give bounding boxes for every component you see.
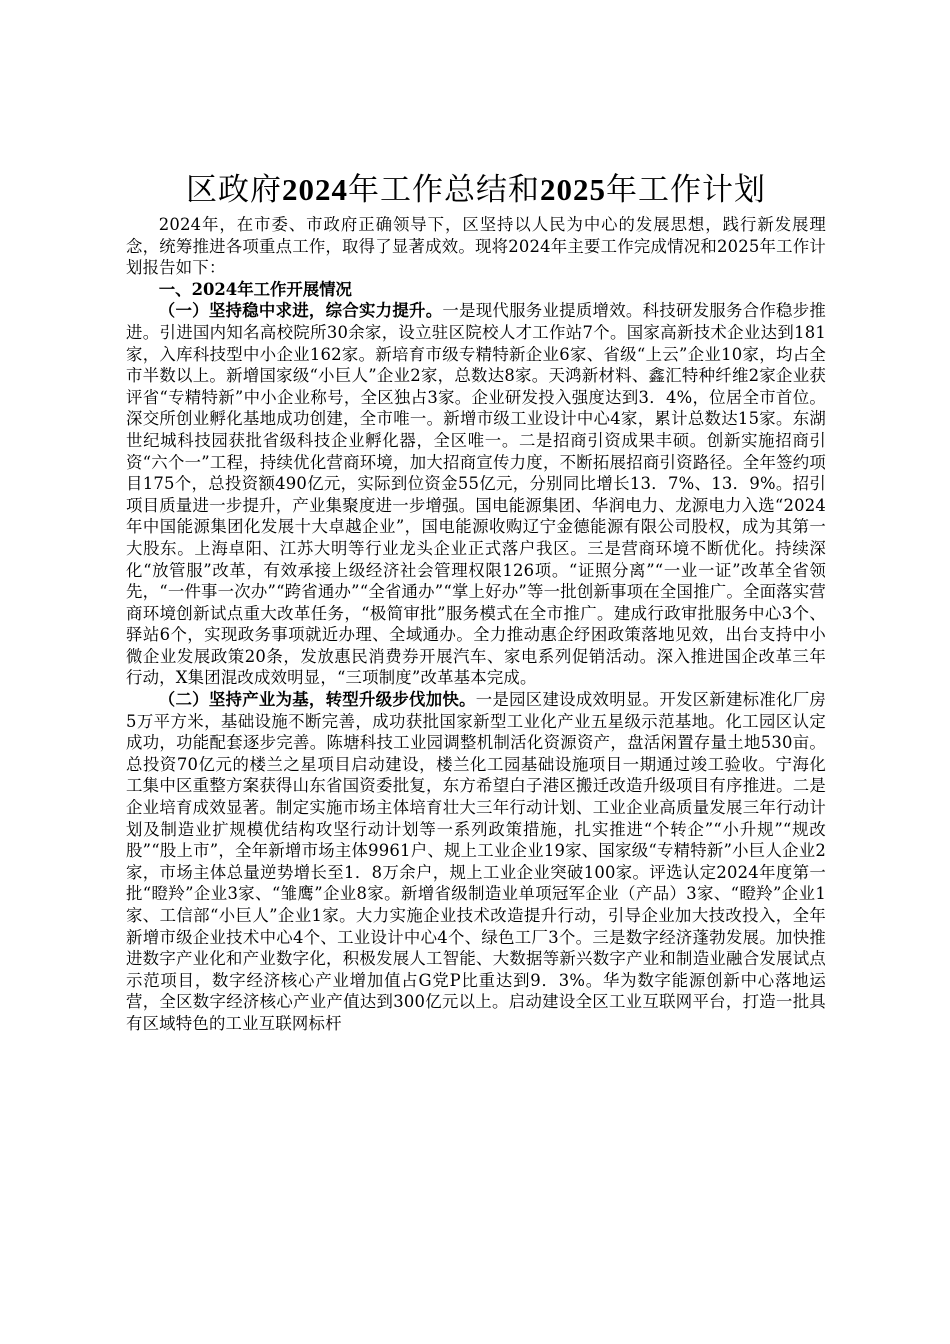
subsection-1-lead: （一）坚持稳中求进，综合实力提升。 <box>158 301 443 321</box>
title-prefix: 区政府 <box>186 172 282 208</box>
intro-paragraph: 2024年，在市委、市政府正确领导下，区坚持以人民为中心的发展思想，践行新发展理念，统筹推进各项重点工作，取得了显著成效。现将2024年主要工作完成情况和2025年工作计划报告如下： <box>126 215 826 278</box>
title-suffix: 年工作计划 <box>606 172 766 208</box>
subsection-1-body: 一是现代服务业提质增效。科技研发服务合作稳步推进。引进国内知名高校院所30余家，设立驻区院校人才工作站7个。国家高新技术企业达到181家，入库科技型中小企业162家。新培育市级专精特新企业6家、省级“上云”企业10家，均占全市半数以上。新增国家级“小巨人”企业2家，总数达8家。天鸿新材料、鑫汇特种纤维2家企业获评省“专精特新”中小企业称号，全区独占3家。企业研发投入强度达到3．4%，位居全市首位。深交所创业孵化基地成功创建，全市唯一。新增市级工业设计中心4家，累计总数达15家。东湖世纪城科技园获批省级科技企业孵化器，全区唯一。二是招商引资成果丰硕。创新实施招商引资“六个一”工程，持续优化营商环境，加大招商宣传力度，不断拓展招商引资路径。全年签约项目175个，总投资额490亿元，实际到位资金55亿元，分别同比增长13．7%、13．9%。招引项目质量进一步提升，产业集聚度进一步增强。国电能源集团、华润电力、龙源电力入选“2024年中国能源集团化发展十大卓越企业”，国电能源收购辽宁金德能源有限公司股权，成为其第一大股东。上海卓阳、江苏大明等行业龙头企业正式落户我区。三是营商环境不断优化。持续深化“放管服”改革，有效承接上级经济社会管理权限126项。“证照分离”“一业一证”改革全省领先，“一件事一次办”“跨省通办”“全省通办”“掌上好办”等一批创新事项在全国推广。全面落实营商环境创新试点重大改革任务，“极简审批”服务模式在全市推广。建成行政审批服务中心3个、驿站6个，实现政务事项就近办理、全域通办。全力推动惠企纾困政策落地见效，出台支持中小微企业发展政策20条，发放惠民消费券开展汽车、家电系列促销活动。深入推进国企改革三年行动，X集团混改成效明显，“三项制度”改革基本完成。 <box>126 301 826 688</box>
subsection-2-body: 一是园区建设成效明显。开发区新建标准化厂房5万平方米，基础设施不断完善，成功获批国家新型工业化产业五星级示范基地。化工园区认定成功，功能配套逐步完善。陈塘科技工业园调整机制活化资源资产，盘活闲置存量土地530亩。总投资70亿元的楼兰之星项目启动建设，楼兰化工园基础设施项目一期通过竣工验收。宁海化工集中区重整方案获得山东省国资委批复，东方希望白子港区搬迁改造升级项目有序推进。二是企业培育成效显著。制定实施市场主体培育壮大三年行动计划、工业企业高质量发展三年行动计划及制造业扩规模优结构攻坚行动计划等一系列政策措施，扎实推进“个转企”“小升规”“规改股”“股上市”，全年新增市场主体9961户、规上工业企业19家、国家级“专精特新”小巨人企业2家，市场主体总量逆势增长至1．8万余户，规上工业企业突破100家。评选认定2024年度第一批“瞪羚”企业3家、“雏鹰”企业8家。新增省级制造业单项冠军企业（产品）3家、“瞪羚”企业1家、工信部“小巨人”企业1家。大力实施企业技术改造提升行动，引导企业加大技改投入，全年新增市级企业技术中心4个、工业设计中心4个、绿色工厂3个。三是数字经济蓬勃发展。加快推进数字产业化和产业数字化，积极发展人工智能、大数据等新兴数字产业和制造业融合发展试点示范项目，数字经济核心产业增加值占G党P比重达到9．3%。华为数字能源创新中心落地运营，全区数字经济核心产业产值达到300亿元以上。启动建设全区工业互联网平台，打造一批具有区域特色的工业互联网标杆 <box>126 690 826 1033</box>
title-middle: 年工作总结和 <box>348 172 540 208</box>
document-title <box>126 170 826 210</box>
title-year-2025: 2025 <box>540 172 606 207</box>
section-heading-1: 一、2024年工作开展情况 <box>158 279 352 299</box>
subsection-2-lead: （二）坚持产业为基，转型升级步伐加快。 <box>158 690 476 710</box>
document-page <box>126 170 826 1035</box>
title-year-2024: 2024 <box>282 172 348 207</box>
subsection-1-paragraph <box>126 300 826 689</box>
subsection-2-paragraph <box>126 689 826 1035</box>
